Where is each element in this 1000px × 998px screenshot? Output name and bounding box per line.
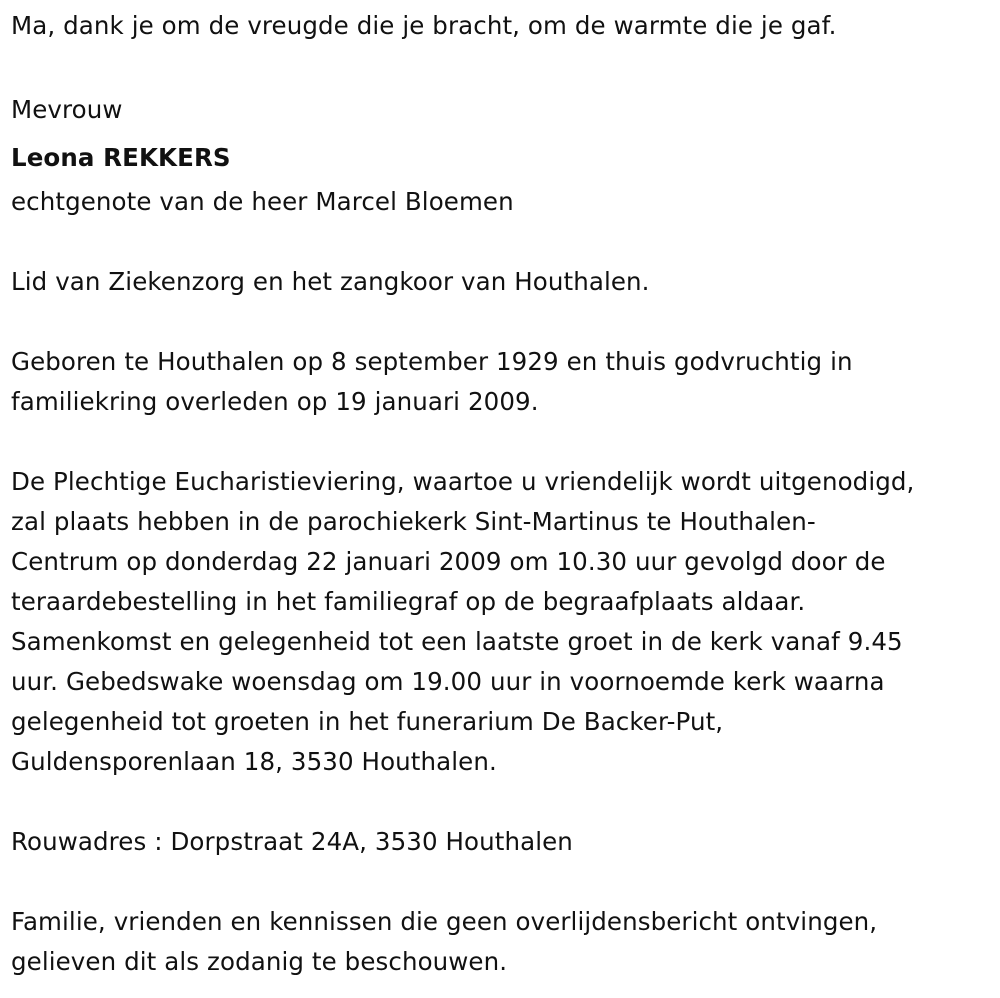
- motto-line: Ma, dank je om de vreugde die je bracht, om de warmte die je gaf.: [11, 11, 837, 40]
- birth-death-paragraph: [11, 342, 1000, 422]
- ceremony-line: uur. Gebedswake woensdag om 19.00 uur in voornoemde kerk waarna: [11, 667, 885, 696]
- membership-line: Lid van Ziekenzorg en het zangkoor van Houthalen.: [11, 267, 650, 296]
- ceremony-line: Guldensporenlaan 18, 3530 Houthalen.: [11, 747, 497, 776]
- ceremony-line: zal plaats hebben in de parochiekerk Sint-Martinus te Houthalen-: [11, 507, 816, 536]
- ceremony-paragraph: [11, 462, 1000, 782]
- title-line: Mevrouw: [11, 95, 123, 124]
- ceremony-line: De Plechtige Eucharistieviering, waartoe u vriendelijk wordt uitgenodigd,: [11, 467, 915, 496]
- mourning-address: Rouwadres : Dorpstraat 24A, 3530 Houthalen: [11, 827, 573, 856]
- ceremony-line: Samenkomst en gelegenheid tot een laatste groet in de kerk vanaf 9.45: [11, 627, 903, 656]
- closing-paragraph: [11, 902, 1000, 982]
- ceremony-line: teraardebestelling in het familiegraf op de begraafplaats aldaar.: [11, 587, 806, 616]
- ceremony-line: gelegenheid tot groeten in het funerarium De Backer-Put,: [11, 707, 724, 736]
- closing-line: gelieven dit als zodanig te beschouwen.: [11, 947, 508, 976]
- deceased-name: Leona REKKERS: [11, 143, 231, 172]
- spouse-line: echtgenote van de heer Marcel Bloemen: [11, 187, 514, 216]
- birth-death-line: Geboren te Houthalen op 8 september 1929 en thuis godvruchtig in: [11, 347, 853, 376]
- birth-death-line: familiekring overleden op 19 januari 2009.: [11, 387, 539, 416]
- closing-line: Familie, vrienden en kennissen die geen overlijdensbericht ontvingen,: [11, 907, 878, 936]
- ceremony-line: Centrum op donderdag 22 januari 2009 om 10.30 uur gevolgd door de: [11, 547, 886, 576]
